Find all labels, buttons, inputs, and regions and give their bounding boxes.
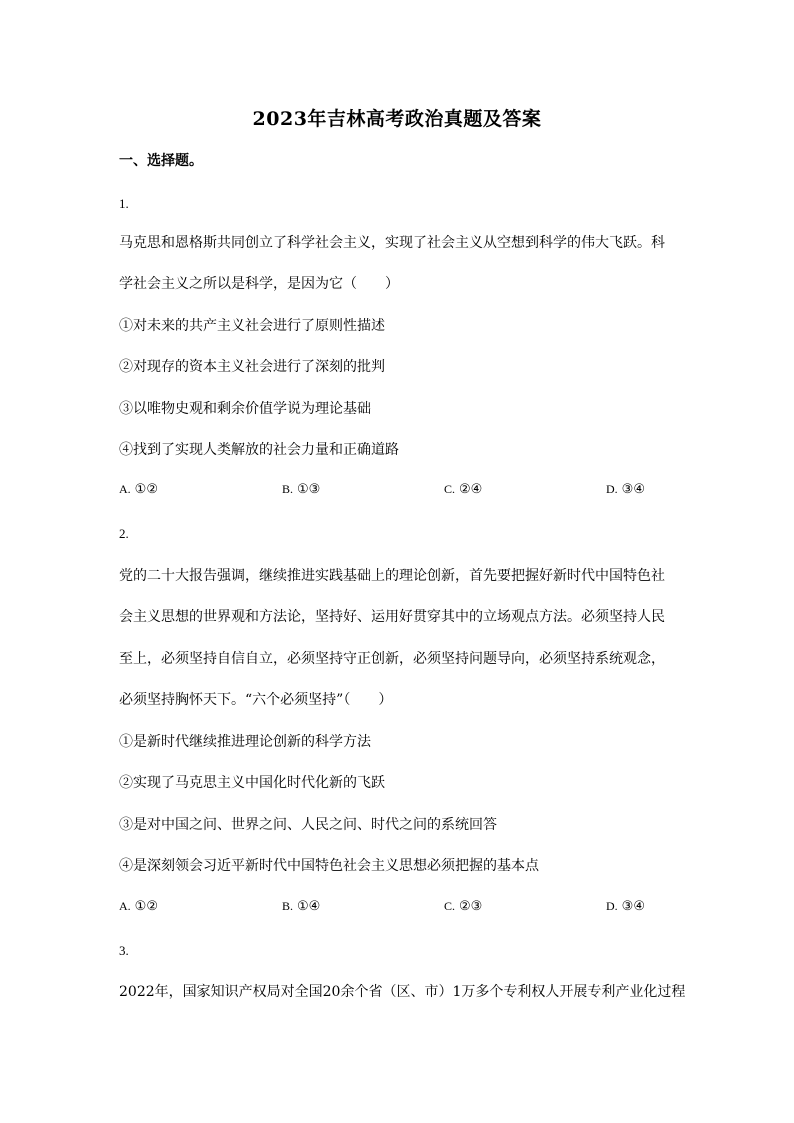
question-stem-line: 2022年，国家知识产权局对全国20余个省（区、市）1万多个专利权人开展专利产业化过程 — [119, 984, 686, 1000]
statement-item: ④找到了实现人类解放的社会力量和正确道路 — [119, 442, 399, 458]
option-letter: B. — [282, 899, 294, 913]
option-b — [282, 482, 320, 497]
statement-item: ②实现了马克思主义中国化时代化新的飞跃 — [119, 775, 385, 791]
option-c — [444, 482, 482, 497]
statement-item: ③是对中国之问、世界之问、人民之问、时代之问的系统回答 — [119, 817, 497, 833]
statement-item: ①对未来的共产主义社会进行了原则性描述 — [119, 318, 385, 334]
question-stem-line: 马克思和恩格斯共同创立了科学社会主义，实现了社会主义从空想到科学的伟大飞跃。科 — [119, 235, 665, 251]
statement-item: ②对现存的资本主义社会进行了深刻的批判 — [119, 359, 385, 375]
statement-item: ③以唯物史观和剩余价值学说为理论基础 — [119, 401, 371, 417]
option-text: ①② — [134, 899, 158, 914]
question-number: 3. — [119, 943, 129, 958]
question-stem-line: 至上，必须坚持自信自立，必须坚持守正创新，必须坚持问题导向，必须坚持系统观念， — [119, 651, 665, 667]
question-number: 2. — [119, 526, 129, 541]
option-text: ②④ — [459, 482, 483, 497]
option-letter: D. — [606, 899, 618, 913]
option-text: ③④ — [621, 899, 645, 914]
option-c — [444, 899, 482, 914]
option-a — [119, 899, 158, 914]
option-text: ①④ — [297, 899, 321, 914]
option-letter: A. — [119, 482, 131, 496]
option-letter: D. — [606, 482, 618, 496]
option-letter: B. — [282, 482, 294, 496]
option-text: ①③ — [297, 482, 321, 497]
option-letter: C. — [444, 899, 456, 913]
option-text: ③④ — [621, 482, 645, 497]
statement-item: ①是新时代继续推进理论创新的科学方法 — [119, 734, 371, 750]
section-heading: 一、选择题。 — [119, 153, 203, 169]
question-stem-line: 必须坚持胸怀天下。“六个必须坚持”（ ） — [119, 692, 393, 708]
option-a — [119, 482, 158, 497]
document-title: 2023年吉林高考政治真题及答案 — [252, 108, 542, 130]
option-d — [606, 482, 645, 497]
option-text: ②③ — [459, 899, 483, 914]
statement-item: ④是深刻领会习近平新时代中国特色社会主义思想必须把握的基本点 — [119, 858, 539, 874]
question-number: 1. — [119, 196, 129, 211]
answer-options — [119, 482, 679, 502]
option-b — [282, 899, 320, 914]
question-stem-line: 学社会主义之所以是科学，是因为它（ ） — [119, 276, 399, 292]
option-text: ①② — [134, 482, 158, 497]
option-letter: C. — [444, 482, 456, 496]
option-d — [606, 899, 645, 914]
answer-options — [119, 899, 679, 919]
option-letter: A. — [119, 899, 131, 913]
question-stem-line: 党的二十大报告强调，继续推进实践基础上的理论创新，首先要把握好新时代中国特色社 — [119, 568, 665, 584]
question-stem-line: 会主义思想的世界观和方法论，坚持好、运用好贯穿其中的立场观点方法。必须坚持人民 — [119, 609, 665, 625]
